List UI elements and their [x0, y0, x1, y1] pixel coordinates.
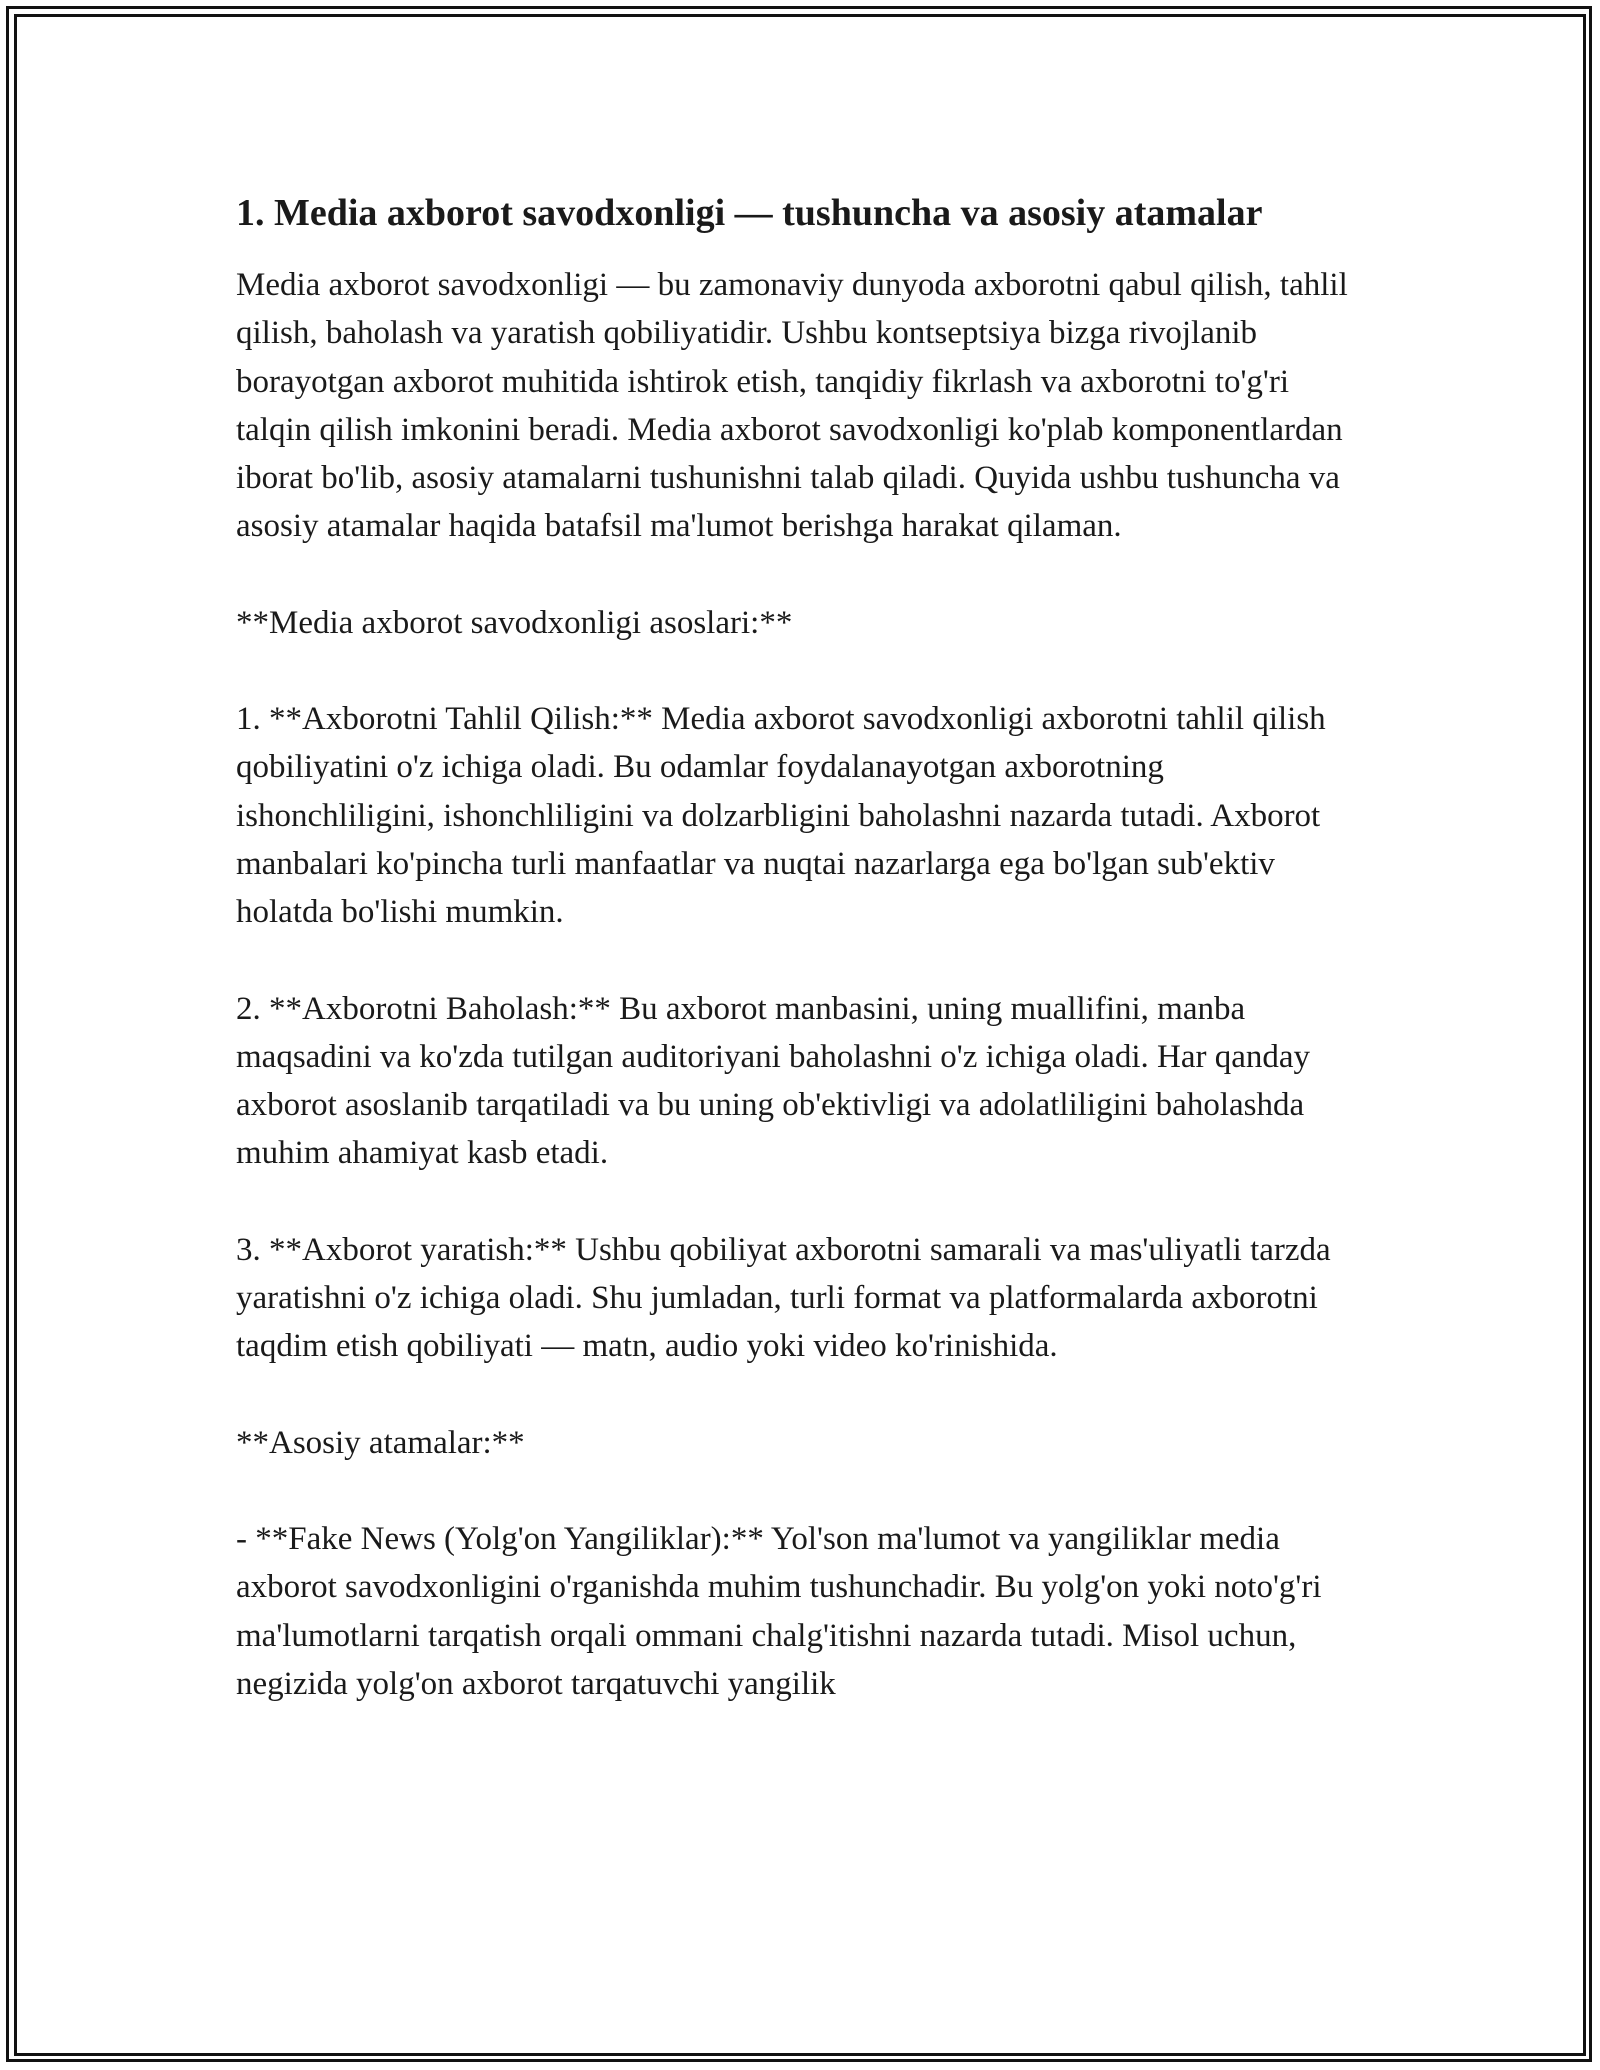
section-heading-basics: **Media axborot savodxonligi asoslari:**	[236, 604, 793, 641]
list-item-evaluation: 2. **Axborotni Baholash:** Bu axborot manbasini, uning muallifini, manba maqsadini va ko'zda tutilgan auditoriyani baholashni o'z ichiga oladi. Har qanday axborot asoslanib tarqatiladi va bu uning ob'ektivligi va adolatliligini baholashda muhim ahamiyat kasb etadi.	[236, 990, 1310, 1172]
term-fake-news: - **Fake News (Yolg'on Yangiliklar):** Yol'son ma'lumot va yangiliklar media axborot savodxonligini o'rganishda muhim tushunchadir. Bu yolg'on yoki noto'g'ri ma'lumotlarni tarqatish orqali ommani chalg'itishni nazarda tutadi. Misol uchun, negizida yolg'on axborot tarqatuvchi yangilik	[236, 1520, 1322, 1702]
document-body	[236, 186, 1366, 1708]
list-item-analysis: 1. **Axborotni Tahlil Qilish:** Media axborot savodxonligi axborotni tahlil qilish qobiliyatini o'z ichiga oladi. Bu odamlar foydalanayotgan axborotning ishonchliligini, ishonchliligini va dolzarbligini baholashni nazarda tutadi. Axborot manbalari ko'pincha turli manfaatlar va nuqtai nazarlarga ega bo'lgan sub'ektiv holatda bo'lishi mumkin.	[236, 701, 1326, 931]
list-item-creation: 3. **Axborot yaratish:** Ushbu qobiliyat axborotni samarali va mas'uliyatli tarzda yaratishni o'z ichiga oladi. Shu jumladan, turli format va platformalarda axborotni taqdim etish qobiliyati — matn, audio yoki video ko'rinishida.	[236, 1231, 1331, 1365]
intro-paragraph: Media axborot savodxonligi — bu zamonaviy dunyoda axborotni qabul qilish, tahlil qilish, baholash va yaratish qobiliyatidir. Ushbu kontseptsiya bizga rivojlanib borayotgan axborot muhitida ishtirok etish, tanqidiy fikrlash va axborotni to'g'ri talqin qilish imkonini beradi. Media axborot savodxonligi ko'plab komponentlardan iborat bo'lib, asosiy atamalarni tushunishni talab qiladi. Quyida ushbu tushuncha va asosiy atamalar haqida batafsil ma'lumot berishga harakat qilaman.	[236, 267, 1348, 545]
section-heading-terms: **Asosiy atamalar:**	[236, 1424, 525, 1461]
document-title: 1. Media axborot savodxonligi — tushuncha va asosiy atamalar	[236, 192, 1263, 234]
